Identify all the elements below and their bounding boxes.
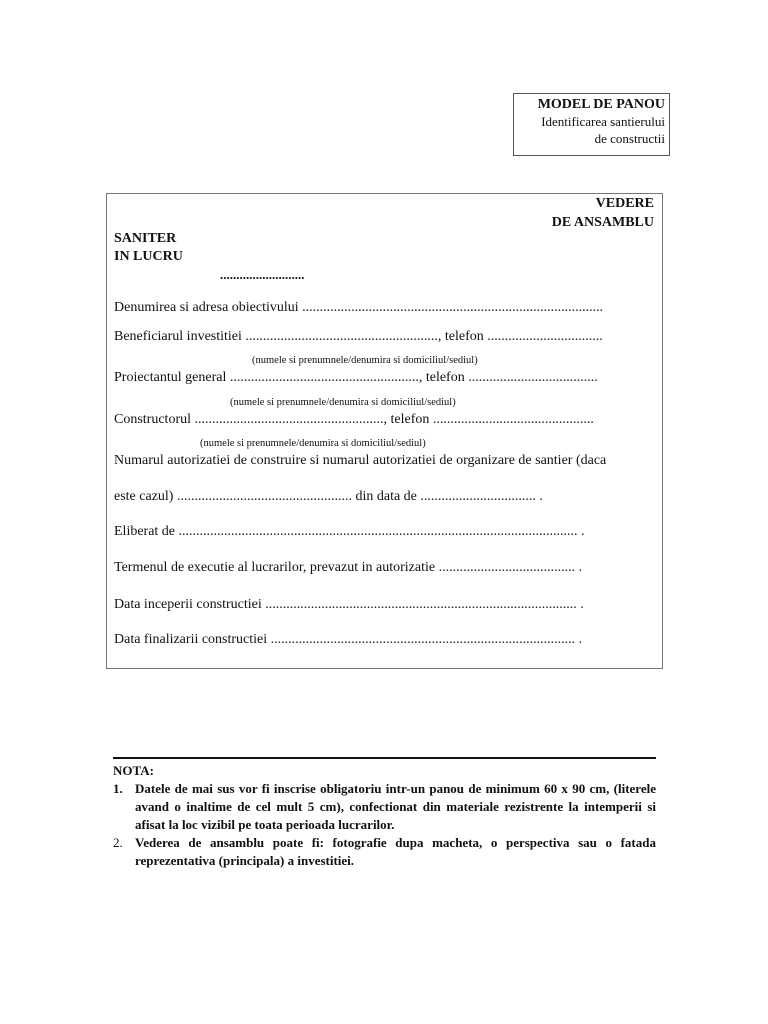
model-subtitle-line2: de constructii (594, 131, 665, 146)
line-denumirea: Denumirea si adresa obiectivului ...................................................................................... (114, 300, 604, 315)
note-proiectant: (numele si prenumnele/denumira si domiciliul/sediul) (230, 397, 456, 408)
model-title: MODEL DE PANOU (537, 97, 665, 112)
saniter-heading (114, 230, 183, 266)
line-inceperii: Data inceperii constructiei ......................................................................................... . (114, 597, 584, 612)
nota-section (113, 762, 656, 870)
line-beneficiar: Beneficiarul investitiei ......................................................., telefon ................................. (114, 329, 603, 344)
nota-divider (113, 757, 656, 759)
line-termenul: Termenul de executie al lucrarilor, prevazut in autorizatie ....................................... . (114, 560, 583, 575)
line-finalizarii: Data finalizarii constructiei ....................................................................................... . (114, 632, 583, 647)
note-beneficiar: (numele si prenumnele/denumira si domiciliul/sediul) (252, 355, 478, 366)
vedere-heading (552, 194, 654, 232)
nota-item (113, 780, 656, 834)
nota-heading: NOTA: (113, 763, 154, 778)
nota-item (113, 834, 656, 870)
line-proiectant: Proiectantul general ......................................................, telefon ..................................... (114, 370, 598, 385)
nota-item-text: Vederea de ansamblu poate fi: fotografie dupa macheta, o perspectiva sau o fatada reprezentativa (principala) a investitiei. (135, 835, 656, 868)
nota-item-text: Datele de mai sus vor fi inscrise obligatoriu intr-un panou de minimum 60 x 90 cm, (literele avand o inaltime de cel mult 5 cm), confectionat din materiale rezistrente la intemperii si afisat la loc vizibil pe toata perioada lucrarilor. (135, 781, 656, 832)
saniter-line1: SANITER (114, 231, 177, 246)
vedere-line1: VEDERE (595, 196, 654, 211)
vedere-line2: DE ANSAMBLU (551, 215, 654, 230)
site-panel (106, 193, 663, 669)
nota-item-number: 1. (113, 781, 123, 796)
note-constructor: (numele si prenumnele/denumira si domiciliul/sediul) (200, 438, 426, 449)
name-placeholder: .......................... (220, 267, 305, 282)
line-constructor: Constructorul ......................................................, telefon .............................................. (114, 412, 594, 427)
nota-item-number: 2. (113, 835, 123, 850)
line-numar: Numarul autorizatiei de construire si numarul autorizatiei de organizare de santier (daca (114, 453, 607, 468)
saniter-line2: IN LUCRU (114, 249, 183, 264)
model-box (513, 93, 670, 156)
model-subtitle-line1: Identificarea santierului (541, 114, 665, 129)
line-eliberat: Eliberat de .................................................................................................................. . (114, 524, 585, 539)
line-este: este cazul) .................................................. din data de ................................. . (114, 489, 543, 504)
